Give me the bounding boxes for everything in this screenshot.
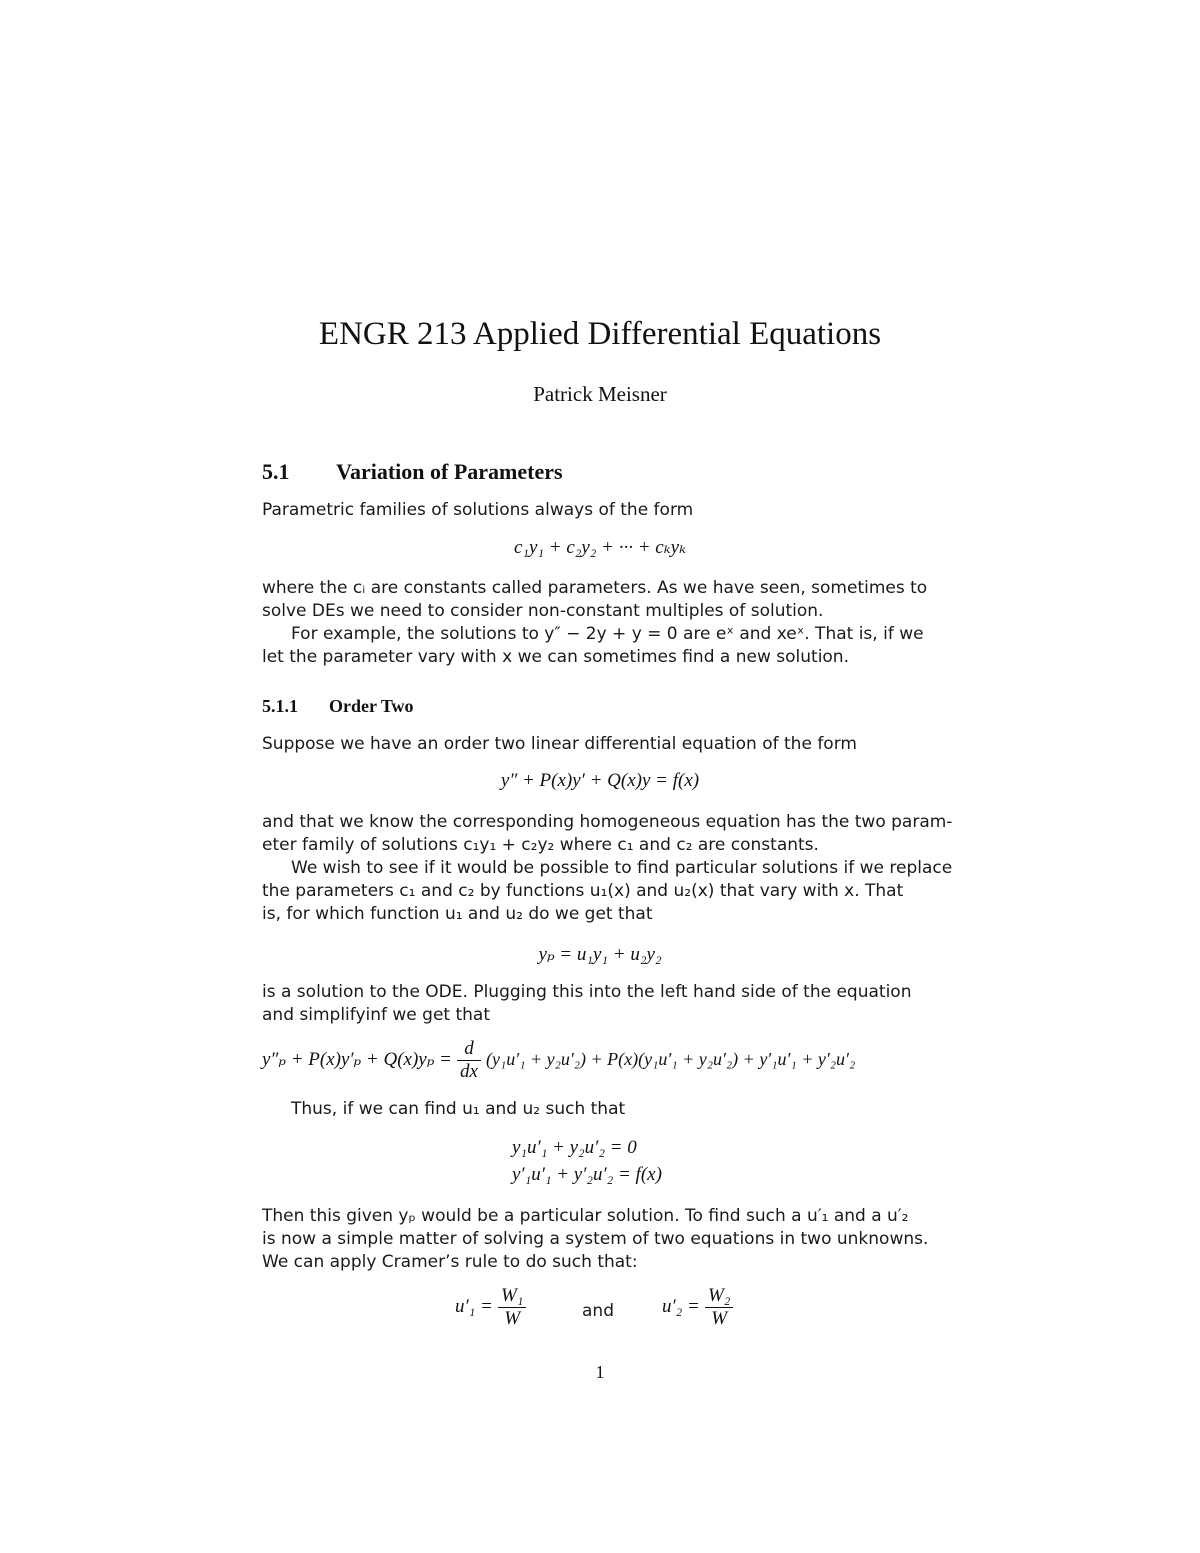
section-paragraph-2-line-2: solve DEs we need to consider non-constant multiples of solution. [262,601,824,621]
document-title: ENGR 213 Applied Differential Equations [318,316,882,352]
cramers-rule-u1 [455,1285,526,1330]
subsection-heading [262,696,414,717]
cramers-u1-denominator: W [504,1308,521,1329]
section-paragraph-1: Parametric families of solutions always of the form [262,500,694,520]
system-equation-2: y′₁u′₁ + y′₂u′₂ = f(x) [512,1164,662,1185]
cramers-u1-numerator: W₁ [498,1285,526,1308]
subsection-paragraph-4-line-1: is a solution to the ODE. Plugging this into the left hand side of the equation [262,982,912,1002]
cramers-rule-u2 [662,1285,733,1330]
section-paragraph-3-line-2: let the parameter vary with x we can sometimes find a new solution. [262,647,849,667]
section-paragraph-2-line-1: where the cᵢ are constants called parameters. As we have seen, sometimes to [262,578,928,598]
equation-substitution-rhs: (y₁u′₁ + y₂u′₂) + P(x)(y₁u′₁ + y₂u′₂) + y′₁u′₁ + y′₂u′₂ [486,1049,856,1069]
subsection-number: 5.1.1 [262,696,298,716]
system-equation-1: y₁u′₁ + y₂u′₂ = 0 [512,1137,637,1158]
equation-particular-solution: yₚ = u₁y₁ + u₂y₂ [538,944,662,965]
page-number: 1 [595,1362,605,1382]
subsection-paragraph-6-line-3: We can apply Cramer’s rule to do such that: [262,1252,638,1272]
derivative-numerator: d [457,1038,481,1061]
cramers-u2-denominator: W [711,1308,728,1329]
section-number: 5.1 [262,459,290,484]
subsection-paragraph-6-line-1: Then this given yₚ would be a particular solution. To find such a u′₁ and a u′₂ [262,1206,909,1226]
equation-ode-order-two: y″ + P(x)y′ + Q(x)y = f(x) [500,770,700,791]
author-name: Patrick Meisner [533,382,667,406]
subsection-paragraph-3-line-1: We wish to see if it would be possible to find particular solutions if we replace [291,858,953,878]
subsection-paragraph-5: Thus, if we can find u₁ and u₂ such that [291,1099,626,1119]
equation-substitution-lhs: y″ₚ + P(x)y′ₚ + Q(x)yₚ = [262,1049,452,1070]
subsection-paragraph-2-line-2: eter family of solutions c₁y₁ + c₂y₂ where c₁ and c₂ are constants. [262,835,819,855]
cramers-u2-numerator: W₂ [705,1285,733,1308]
subsection-paragraph-3-line-3: is, for which function u₁ and u₂ do we get that [262,904,653,924]
subsection-paragraph-6-line-2: is now a simple matter of solving a system of two equations in two unknowns. [262,1229,929,1249]
cramers-u2-fraction [705,1285,733,1330]
section-title: Variation of Parameters [336,459,563,484]
section-paragraph-3-line-1: For example, the solutions to y″ − 2y + y = 0 are eˣ and xeˣ. That is, if we [291,624,924,644]
cramers-u1-fraction [498,1285,526,1330]
subsection-title: Order Two [329,696,414,716]
section-heading [262,459,563,485]
subsection-paragraph-3-line-2: the parameters c₁ and c₂ by functions u₁(x) and u₂(x) that vary with x. That [262,881,904,901]
cramers-u2-lhs: u′₂ = [662,1296,700,1317]
subsection-paragraph-2-line-1: and that we know the corresponding homogeneous equation has the two param- [262,812,953,832]
cramers-and: and [582,1301,614,1321]
subsection-paragraph-4-line-2: and simplifyinf we get that [262,1005,491,1025]
equation-linear-combination: c₁y₁ + c₂y₂ + ··· + cₖyₖ [513,537,687,558]
derivative-denominator: dx [459,1061,478,1082]
derivative-operator [457,1038,481,1083]
subsection-paragraph-1: Suppose we have an order two linear differential equation of the form [262,734,857,754]
cramers-u1-lhs: u′₁ = [455,1296,493,1317]
equation-substitution [262,1038,938,1083]
